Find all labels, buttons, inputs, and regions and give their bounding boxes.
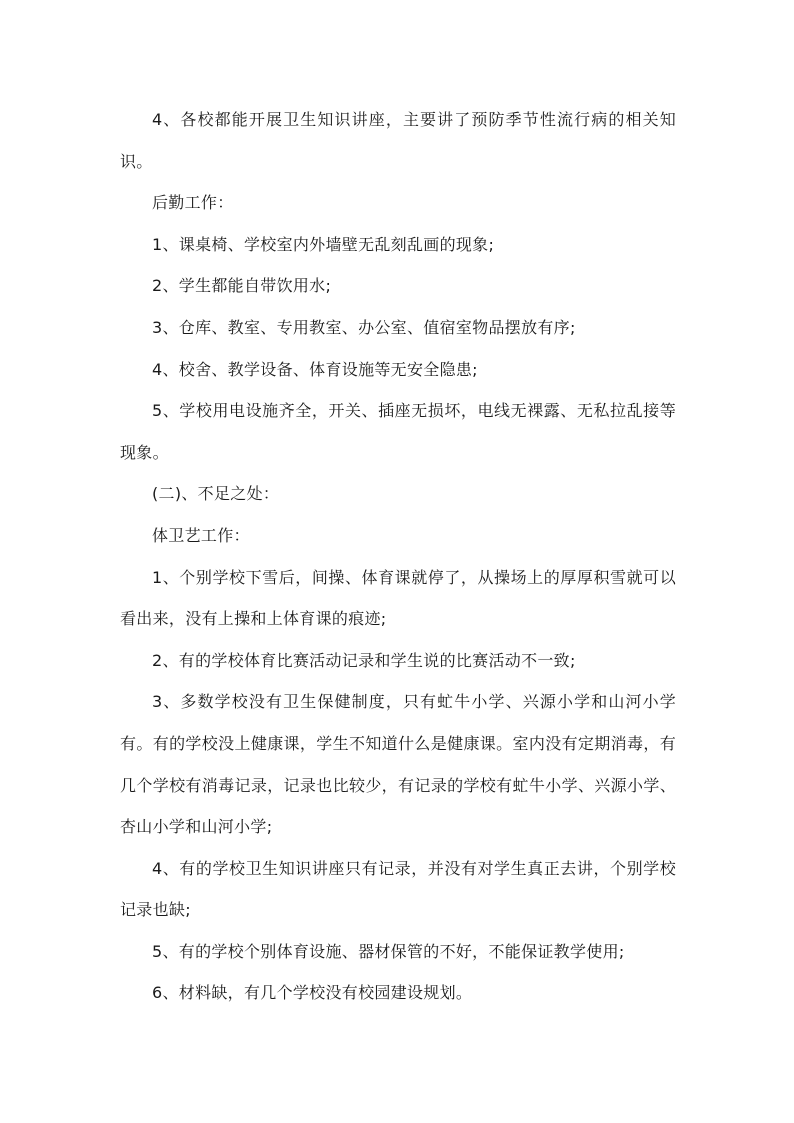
paragraph-storage-order: 3、仓库、教室、专用教室、办公室、值宿室物品摆放有序; xyxy=(152,317,576,337)
heading-logistics-work: 后勤工作： xyxy=(152,193,234,213)
document-page xyxy=(120,99,676,1014)
paragraph-hygiene-lecture: 4、各校都能开展卫生知识讲座，主要讲了预防季节性流行病的相关知识。 xyxy=(120,110,676,171)
paragraph-equipment-storage: 5、有的学校个别体育设施、器材保管的不好，不能保证教学使用; xyxy=(152,941,625,961)
paragraph-missing-materials: 6、材料缺，有几个学校没有校园建设规划。 xyxy=(152,983,473,1003)
paragraph-safety-hazards: 4、校舍、教学设备、体育设施等无安全隐患; xyxy=(152,359,478,379)
paragraph-snow-pe-classes: 1、个别学校下雪后，间操、体育课就停了，从操场上的厚厚积雪就可以看出来，没有上操和上体育课的痕迹; xyxy=(120,567,676,629)
paragraph-lecture-records: 4、有的学校卫生知识讲座只有记录，并没有对学生真正去讲，个别学校记录也缺; xyxy=(120,858,676,920)
heading-shortcomings: (二)、不足之处： xyxy=(152,484,280,504)
paragraph-drinking-water: 2、学生都能自带饮用水; xyxy=(152,276,332,296)
paragraph-health-care-system: 3、多数学校没有卫生保健制度，只有虻牛小学、兴源小学和山河小学有。有的学校没上健康课，学生不知道什么是健康课。室内没有定期消毒，有几个学校有消毒记录，记录也比较少，有记录的学校有虻牛小学、兴源小学、杏山小学和山河小学; xyxy=(120,692,676,837)
paragraph-competition-records: 2、有的学校体育比赛活动记录和学生说的比赛活动不一致; xyxy=(152,650,576,670)
paragraph-desks-walls: 1、课桌椅、学校室内外墙壁无乱刻乱画的现象; xyxy=(152,234,495,254)
paragraph-electrical-facilities: 5、学校用电设施齐全，开关、插座无损坏，电线无裸露、无私拉乱接等现象。 xyxy=(120,401,676,462)
heading-pe-health-arts-work: 体卫艺工作： xyxy=(152,525,250,545)
